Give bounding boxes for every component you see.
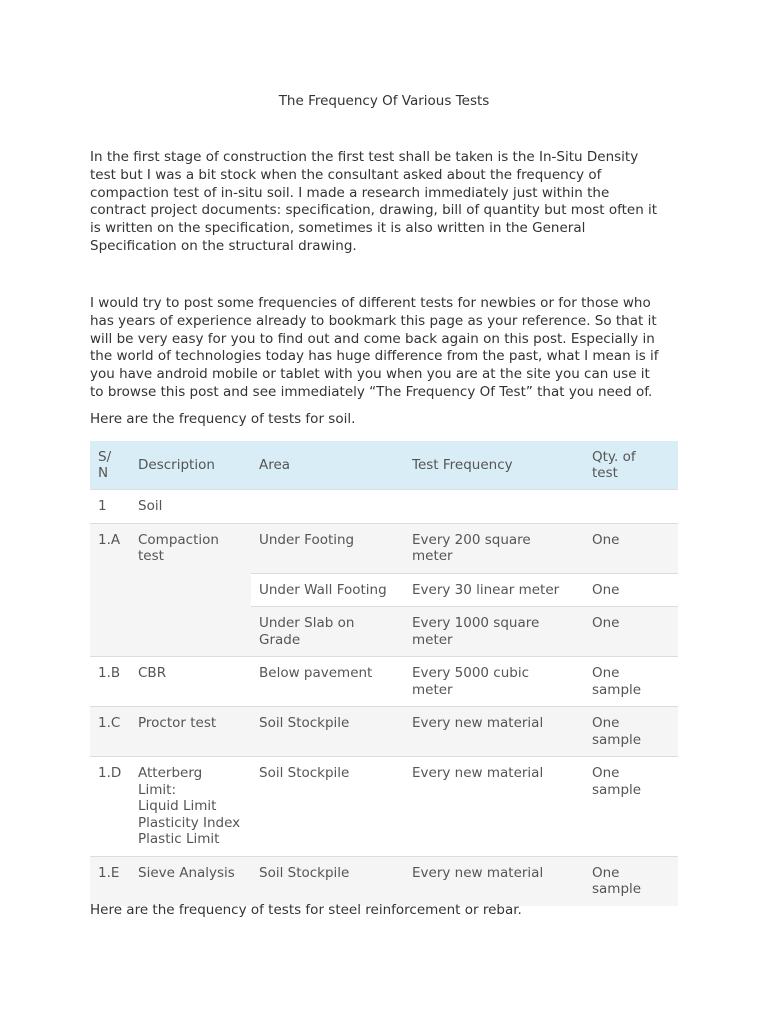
cell-area: Soil Stockpile (251, 856, 404, 906)
cell-frequency (404, 490, 584, 524)
cell-qty (584, 490, 678, 524)
cell-sn: 1.D (90, 757, 130, 857)
cell-sn: 1.C (90, 707, 130, 757)
cell-description: Compaction test (130, 523, 251, 657)
table-row (90, 523, 678, 573)
cell-description: Proctor test (130, 707, 251, 757)
document-title: The Frequency Of Various Tests (278, 93, 490, 109)
cell-frequency: Every new material (404, 757, 584, 857)
cell-frequency: Every new material (404, 707, 584, 757)
soil-intro-paragraph: Here are the frequency of tests for soil. (90, 411, 356, 427)
cell-description: CBR (130, 657, 251, 707)
cell-description: Soil (130, 490, 251, 524)
cell-area: Under Slab on Grade (251, 607, 404, 657)
table-row (90, 707, 678, 757)
cell-description: Sieve Analysis (130, 856, 251, 906)
cell-area (251, 490, 404, 524)
cell-qty: One sample (584, 856, 678, 906)
cell-frequency: Every 5000 cubic meter (404, 657, 584, 707)
cell-sn: 1.A (90, 523, 130, 657)
cell-area: Under Wall Footing (251, 573, 404, 607)
cell-description: Atterberg Limit: Liquid Limit Plasticity Index Plastic Limit (130, 757, 251, 857)
cell-frequency: Every new material (404, 856, 584, 906)
second-paragraph: I would try to post some frequencies of different tests for newbies or for those who has years of experience already to bookmark this page as your reference. So that it will be very easy for you to find out and come back again on this post. Especially in the world of technologies today has huge difference from the past, what I mean is if you have android mobile or tablet with you when you are at the site you can use it to browse this post and see immediately “The Frequency Of Test” that you need of. (90, 295, 659, 400)
cell-qty: One (584, 607, 678, 657)
table-row (90, 856, 678, 906)
rebar-intro-paragraph: Here are the frequency of tests for steel reinforcement or rebar. (90, 902, 522, 918)
cell-sn: 1.B (90, 657, 130, 707)
cell-qty: One sample (584, 757, 678, 857)
cell-frequency: Every 200 square meter (404, 523, 584, 573)
header-sn: S/ N (90, 441, 130, 490)
cell-sn: 1 (90, 490, 130, 524)
cell-frequency: Every 30 linear meter (404, 573, 584, 607)
header-qty: Qty. of test (584, 441, 678, 490)
cell-area: Soil Stockpile (251, 707, 404, 757)
table-row (90, 657, 678, 707)
cell-frequency: Every 1000 square meter (404, 607, 584, 657)
table-row (90, 757, 678, 857)
cell-qty: One (584, 573, 678, 607)
table-row (90, 490, 678, 524)
header-frequency: Test Frequency (404, 441, 584, 490)
soil-tests-table (90, 441, 678, 906)
cell-area: Below pavement (251, 657, 404, 707)
cell-area: Soil Stockpile (251, 757, 404, 857)
intro-paragraph: In the first stage of construction the first test shall be taken is the In-Situ Density test but I was a bit stock when the consultant asked about the frequency of compaction test of in-situ soil. I made a research immediately just within the contract project documents: specification, drawing, bill of quantity but most often it is written on the specification, sometimes it is also written in the General Specification on the structural drawing. (90, 149, 658, 254)
cell-qty: One sample (584, 657, 678, 707)
cell-sn: 1.E (90, 856, 130, 906)
cell-area: Under Footing (251, 523, 404, 573)
cell-qty: One (584, 523, 678, 573)
header-description: Description (130, 441, 251, 490)
header-area: Area (251, 441, 404, 490)
table-header-row (90, 441, 678, 490)
cell-qty: One sample (584, 707, 678, 757)
